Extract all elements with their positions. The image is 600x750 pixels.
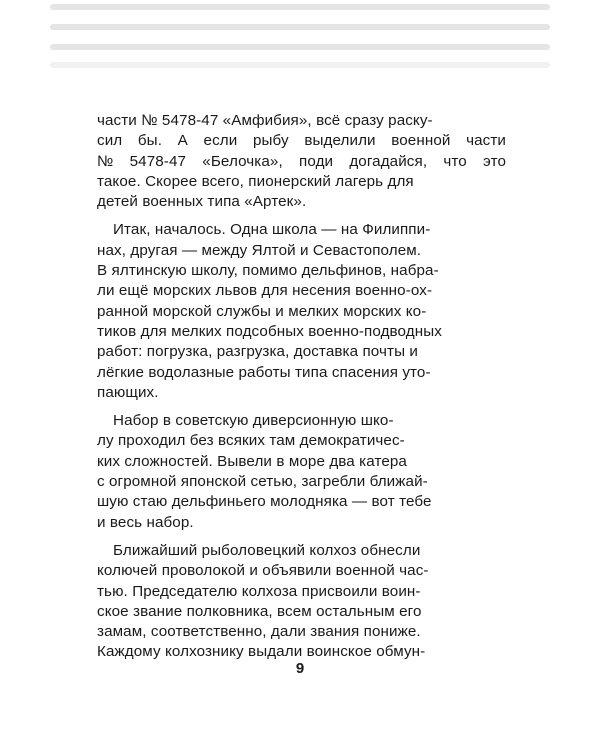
- bleed-line: [50, 24, 550, 30]
- paragraph: [97, 411, 506, 533]
- text-line: колючей проволокой и объявили военной час-: [97, 562, 429, 580]
- text-line: детей военных типа «Артек».: [97, 193, 307, 211]
- text-line: и весь набор.: [97, 513, 194, 531]
- text-line: лёгкие водолазные работы типа спасения уто-: [97, 363, 431, 381]
- bleed-line: [50, 62, 550, 68]
- page-number: 9: [295, 660, 305, 677]
- paragraph-gap: [97, 533, 506, 541]
- text-line: лу проходил без всяких там демократичес-: [97, 432, 405, 450]
- text-line: В ялтинскую школу, помимо дельфинов, набра-: [97, 262, 439, 280]
- bleed-line: [50, 44, 550, 50]
- text-line: ли ещё морских львов для несения военно-ох-: [97, 282, 433, 300]
- text-line: шую стаю дельфиньего молодняка — вот тебе: [97, 493, 432, 511]
- text-line: тиков для мелких подсобных военно-подводных: [97, 322, 442, 340]
- text-line: части № 5478-47 «Амфибия», всё сразу раску-: [97, 112, 433, 129]
- paragraph-gap: [97, 212, 506, 220]
- text-line: ское звание полковника, всем остальным его: [97, 602, 422, 620]
- paragraph: [97, 220, 506, 403]
- text-line: ких сложностей. Вывели в море два катера: [97, 452, 407, 470]
- text-line: Набор в советскую диверсионную шко-: [113, 412, 394, 430]
- paragraph-gap: [97, 403, 506, 411]
- previous-page-bleed: [0, 0, 600, 70]
- text-line: замам, соответственно, дали звания пониже.: [97, 623, 421, 641]
- text-line: ранной морской службы и мелких морских ко-: [97, 302, 427, 320]
- text-line: с огромной японской сетью, загребли ближай-: [97, 473, 428, 491]
- paragraph: [97, 111, 506, 212]
- text-line: нах, другая — между Ялтой и Севастополем.: [97, 241, 422, 259]
- text-line: № 5478-47 «Белочка», поди догадайся, что это: [97, 152, 506, 170]
- text-line: Каждому колхознику выдали воинское обмун-: [97, 643, 426, 661]
- text-line: Ближайший рыболовецкий колхоз обнесли: [113, 541, 421, 559]
- text-line: работ: погрузка, разгрузка, доставка почты и: [97, 343, 419, 361]
- text-line: пающих.: [97, 383, 159, 401]
- text-line: Итак, началось. Одна школа — на Филиппи-: [113, 221, 431, 239]
- text-line: такое. Скорее всего, пионерский лагерь для: [97, 172, 414, 190]
- text-line: тью. Председателю колхоза присвоили воин-: [97, 582, 421, 600]
- book-page-text: [97, 111, 506, 663]
- paragraph: [97, 541, 506, 663]
- text-line: сил бы. А если рыбу выделили военной части: [97, 132, 506, 150]
- bleed-line: [50, 4, 550, 10]
